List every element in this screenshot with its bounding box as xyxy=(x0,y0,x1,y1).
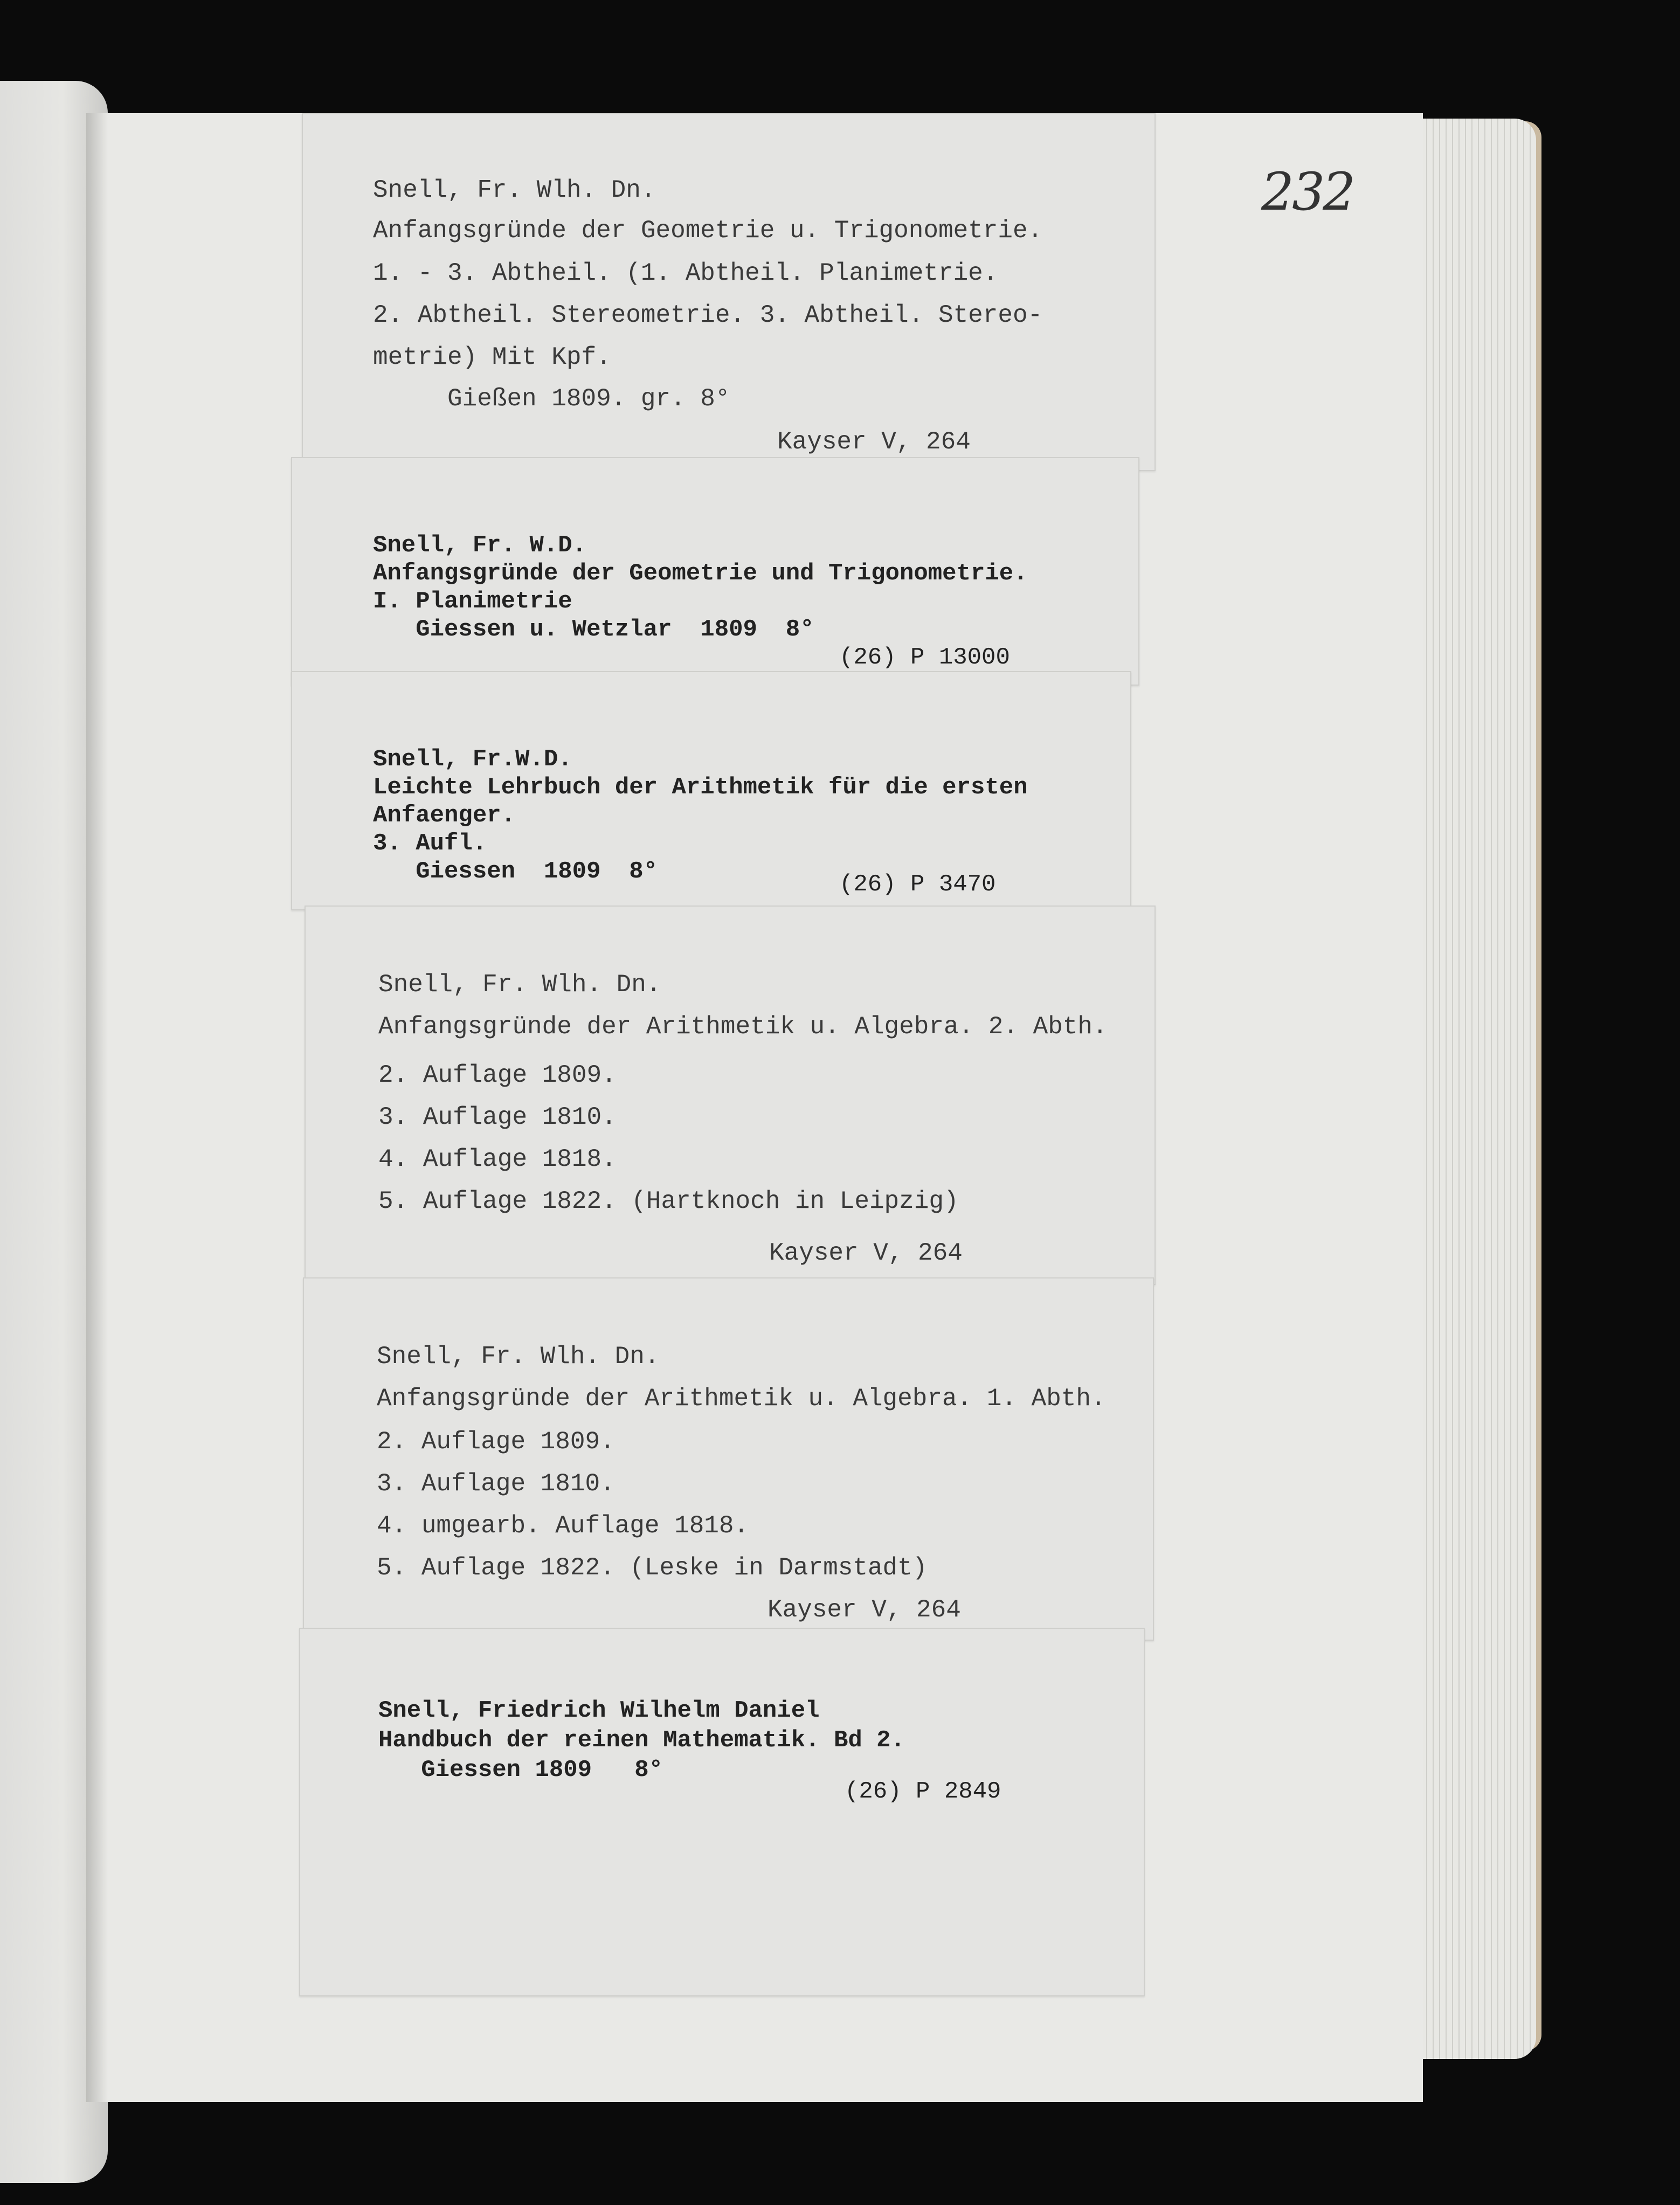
card-line: Snell, Fr. Wlh. Dn. xyxy=(373,176,656,204)
card-reference: (26) P 2849 xyxy=(845,1778,1001,1805)
card-line: 3. Auflage 1810. xyxy=(377,1470,615,1498)
card-reference: Kayser V, 264 xyxy=(777,428,971,456)
card-reference: (26) P 13000 xyxy=(839,644,1010,671)
card-line: Giessen 1809 8° xyxy=(378,1757,663,1784)
catalog-card-5 xyxy=(303,1277,1154,1641)
catalog-card-2 xyxy=(291,457,1139,686)
card-line: Snell, Fr.W.D. xyxy=(373,746,572,773)
card-line: 2. Abtheil. Stereometrie. 3. Abtheil. Stereo- xyxy=(373,301,1043,329)
card-line: 4. umgearb. Auflage 1818. xyxy=(377,1512,749,1540)
catalog-card-4 xyxy=(305,905,1156,1285)
card-line: 2. Auflage 1809. xyxy=(378,1061,617,1089)
card-line: Gießen 1809. gr. 8° xyxy=(373,385,730,413)
catalog-card-6 xyxy=(299,1628,1145,1996)
card-line: Snell, Fr. W.D. xyxy=(373,532,587,559)
card-line: 1. - 3. Abtheil. (1. Abtheil. Planimetrie. xyxy=(373,259,998,287)
card-line: 3. Aufl. xyxy=(373,830,487,857)
card-line: Snell, Friedrich Wilhelm Daniel xyxy=(378,1697,820,1724)
card-line: I. Planimetrie xyxy=(373,588,572,615)
card-line: 4. Auflage 1818. xyxy=(378,1145,617,1173)
catalog-card-1 xyxy=(302,113,1156,471)
card-line: Leichte Lehrbuch der Arithmetik für die ersten xyxy=(373,774,1028,801)
card-line: Anfangsgründe der Geometrie und Trigonometrie. xyxy=(373,560,1028,587)
card-line: Snell, Fr. Wlh. Dn. xyxy=(377,1343,660,1371)
page-number: 232 xyxy=(1261,162,1354,222)
card-line: Anfangsgründe der Arithmetik u. Algebra. 2. Abth. xyxy=(378,1013,1108,1041)
card-line: Anfangsgründe der Arithmetik u. Algebra. 1. Abth. xyxy=(377,1385,1106,1413)
card-reference: Kayser V, 264 xyxy=(768,1596,961,1624)
card-reference: (26) P 3470 xyxy=(839,871,996,898)
card-line: Giessen u. Wetzlar 1809 8° xyxy=(373,616,814,643)
card-line: Giessen 1809 8° xyxy=(373,858,658,885)
catalog-card-3 xyxy=(291,671,1131,910)
card-line: 5. Auflage 1822. (Hartknoch in Leipzig) xyxy=(378,1187,959,1215)
card-line: Anfaenger. xyxy=(373,802,516,829)
card-line: Snell, Fr. Wlh. Dn. xyxy=(378,971,661,999)
card-line: metrie) Mit Kpf. xyxy=(373,343,611,371)
card-line: 5. Auflage 1822. (Leske in Darmstadt) xyxy=(377,1554,928,1582)
card-reference: Kayser V, 264 xyxy=(769,1239,963,1267)
card-line: Handbuch der reinen Mathematik. Bd 2. xyxy=(378,1727,905,1754)
card-line: Anfangsgründe der Geometrie u. Trigonometrie. xyxy=(373,217,1043,245)
card-line: 2. Auflage 1809. xyxy=(377,1428,615,1456)
page-gutter-shadow xyxy=(86,113,108,2102)
card-line: 3. Auflage 1810. xyxy=(378,1103,617,1131)
